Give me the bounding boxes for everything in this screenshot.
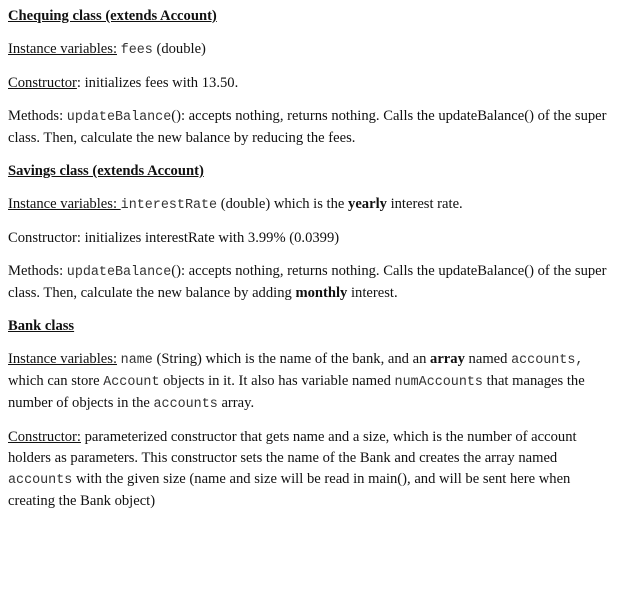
savings-methods-bold: monthly — [295, 285, 348, 301]
bank-ivars-code-accounts-2: accounts — [153, 397, 218, 412]
bank-ivars-text-4: objects in it. It also has variable named — [159, 373, 395, 389]
savings-ivars-label: Instance variables: — [8, 196, 121, 212]
bank-ctor-text-2: with the given size (name and size will be read in main(), and will be sent here when creating the Bank object) — [8, 471, 571, 509]
bank-ivars-code-accounts: accounts, — [511, 353, 584, 368]
chequing-methods-code: updateBalance — [66, 110, 172, 125]
chequing-ctor-rest: : initializes fees with 13.50. — [76, 75, 239, 91]
chequing-methods-rest: (): accepts nothing, returns nothing. Calls the updateBalance() of the super class. Then, calculate the new balance by reducing the fees. — [8, 108, 607, 146]
bank-ivars-code-account: Account — [103, 375, 160, 390]
bank-ivars-label: Instance variables: — [8, 351, 117, 367]
savings-ivars-rest: (double) which is the — [217, 196, 349, 212]
bank-heading-block — [8, 316, 613, 337]
chequing-heading: Chequing class (extends Account) — [8, 8, 217, 24]
savings-instance-variables — [8, 194, 613, 216]
savings-methods-code: updateBalance — [66, 265, 172, 280]
savings-ivars-code: interestRate — [120, 198, 218, 213]
chequing-constructor — [8, 73, 613, 94]
bank-heading: Bank class — [8, 318, 75, 334]
bank-ivars-text-2: named — [464, 351, 512, 367]
chequing-instance-variables — [8, 39, 613, 61]
chequing-heading-block — [8, 6, 613, 27]
savings-heading-block — [8, 161, 613, 182]
chequing-ivars-label: Instance variables: — [8, 41, 117, 57]
chequing-ctor-label: Constructor — [8, 75, 77, 91]
bank-ivars-text-1: (String) which is the name of the bank, and an — [152, 351, 431, 367]
chequing-ivars-code: fees — [120, 43, 153, 58]
chequing-methods — [8, 106, 613, 149]
savings-methods-label: Methods: — [8, 263, 67, 279]
savings-methods — [8, 261, 613, 304]
savings-constructor — [8, 228, 613, 249]
bank-ivars-text-3: which can store — [8, 373, 104, 389]
chequing-methods-label: Methods: — [8, 108, 67, 124]
bank-instance-variables — [8, 349, 613, 415]
savings-ivars-end: interest rate. — [386, 196, 463, 212]
bank-ivars-code-name: name — [120, 353, 153, 368]
savings-methods-rest: (): accepts nothing, returns nothing. Calls the updateBalance() of the super class. Then, calculate the new balance by adding — [8, 263, 607, 301]
savings-ctor-text: Constructor: initializes interestRate with 3.99% (0.0399) — [8, 230, 340, 246]
bank-ctor-code: accounts — [8, 473, 73, 488]
bank-ctor-label: Constructor: — [8, 429, 81, 445]
bank-constructor — [8, 427, 613, 512]
savings-heading: Savings class (extends Account) — [8, 163, 204, 179]
bank-ivars-bold: array — [430, 351, 465, 367]
bank-ctor-text-1: parameterized constructor that gets name and a size, which is the number of account holders as parameters. This constructor sets the name of the Bank and creates the array named — [8, 429, 577, 466]
bank-ivars-code-numaccounts: numAccounts — [394, 375, 483, 390]
savings-ivars-bold: yearly — [348, 196, 387, 212]
savings-methods-end: interest. — [347, 285, 398, 301]
bank-ivars-text-6: array. — [217, 395, 255, 411]
chequing-ivars-rest: (double) — [152, 41, 206, 57]
bank-ivars-text-5: that manages the number of objects in the — [8, 373, 585, 411]
